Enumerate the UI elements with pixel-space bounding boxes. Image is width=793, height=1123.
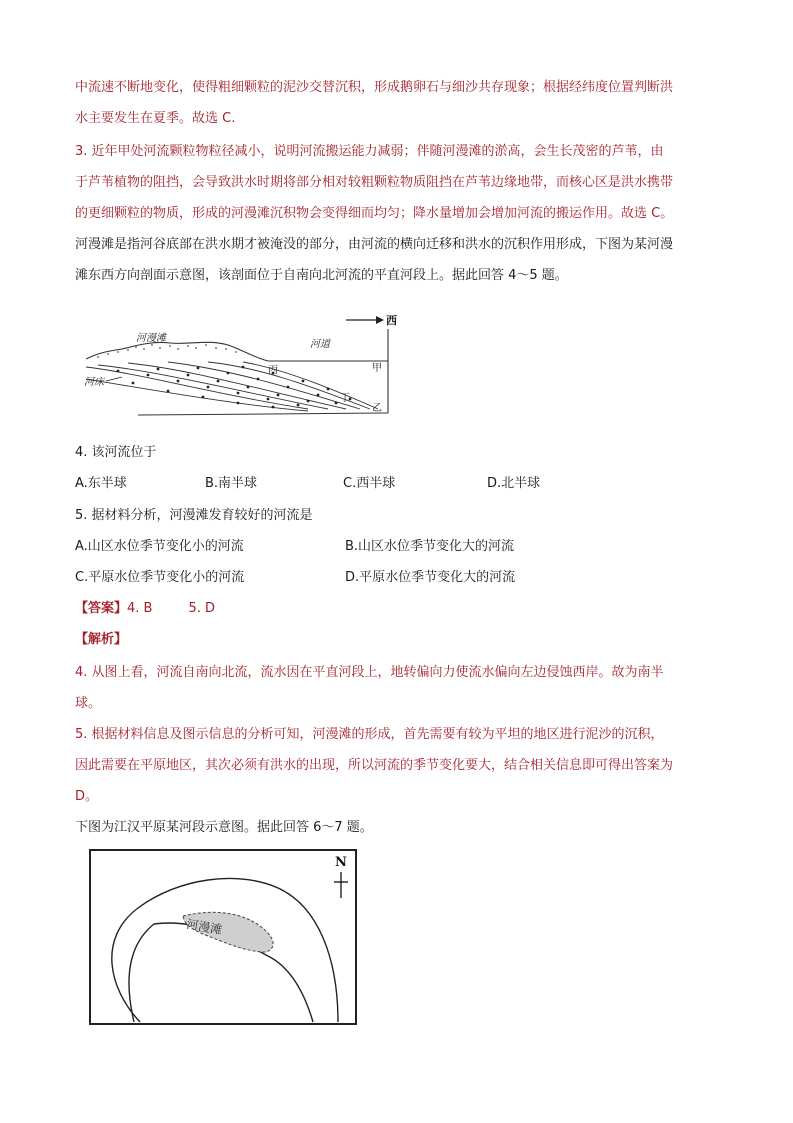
analysis-line: 因此需要在平原地区，其次必须有洪水的出现，所以河流的季节变化要大，结合相关信息即可得出答案为 — [75, 758, 674, 773]
explanation-line: 中流速不断地变化，使得粗细颗粒的泥沙交替沉积，形成鹅卵石与细沙共存现象；根据经纬度位置判断洪 — [75, 80, 674, 95]
analysis-line: 4. 从图上看，河流自南向北流，流水因在平直河段上，地转偏向力使流水偏向左边侵蚀西岸。故为南半 — [75, 665, 664, 680]
q5-option-c: C.平原水位季节变化小的河流 — [75, 570, 245, 585]
question-4-stem: 4. 该河流位于 — [75, 445, 157, 460]
explanation-line: 的更细颗粒的物质，形成的河漫滩沉积物会变得细而均匀；降水量增加会增加河流的搬运作用。故选 C。 — [75, 206, 674, 221]
floodplain-label: 河漫滩 — [136, 333, 166, 344]
point-jia: 甲 — [372, 363, 382, 374]
point-yi: 乙 — [372, 403, 382, 414]
q5-option-a: A.山区水位季节变化小的河流 — [75, 539, 244, 554]
channel-label: 河道 — [310, 339, 330, 350]
floodplain-cross-section-figure — [78, 305, 408, 425]
answer-label: 【答案】 — [75, 601, 128, 616]
explanation-line: 于芦苇植物的阻挡，会导致洪水时期将部分相对较粗颗粒物质阻挡在芦苇边缘地带，而核心区是洪水携带 — [75, 175, 674, 190]
question-5-stem: 5. 据材料分析，河漫滩发育较好的河流是 — [75, 508, 313, 523]
analysis-line: 5. 根据材料信息及图示信息的分析可知，河漫滩的形成，首先需要有较为平坦的地区进行泥沙的沉积， — [75, 727, 664, 742]
q4-option-d: D.北半球 — [487, 476, 541, 491]
north-label: N — [335, 855, 347, 870]
q5-option-b: B.山区水位季节变化大的河流 — [345, 539, 515, 554]
answer-5: 5. D — [188, 601, 216, 616]
analysis-label: 【解析】 — [75, 632, 128, 647]
river-section-map-figure — [88, 848, 360, 1028]
explanation-line: 3. 近年甲处河流颗粒物粒径减小，说明河流搬运能力减弱；伴随河漫滩的淤高，会生长茂密的芦苇，由 — [75, 144, 664, 159]
q5-option-d: D.平原水位季节变化大的河流 — [345, 570, 516, 585]
analysis-line: D。 — [75, 789, 99, 804]
west-label: 西 — [386, 314, 397, 327]
answer-4: 4. B — [127, 601, 153, 616]
analysis-line: 球。 — [75, 696, 102, 711]
q4-option-c: C.西半球 — [343, 476, 396, 491]
intro-6-7: 下图为江汉平原某河段示意图。据此回答 6～7 题。 — [75, 820, 373, 835]
q4-option-b: B.南半球 — [205, 476, 258, 491]
answer-line — [75, 599, 215, 619]
point-bing: 丙 — [268, 365, 278, 376]
q4-option-a: A.东半球 — [75, 476, 127, 491]
point-ding: 丁 — [340, 393, 350, 404]
explanation-line: 水主要发生在夏季。故选 C. — [75, 111, 236, 126]
floodplain-map-label: 河漫滩 — [185, 917, 224, 938]
intro-line: 滩东西方向剖面示意图，该剖面位于自南向北河流的平直河段上。据此回答 4～5 题。 — [75, 268, 568, 283]
intro-line: 河漫滩是指河谷底部在洪水期才被淹没的部分，由河流的横向迁移和洪水的沉积作用形成，下图为某河漫 — [75, 237, 674, 252]
riverbed-label: 河床 — [84, 377, 104, 388]
